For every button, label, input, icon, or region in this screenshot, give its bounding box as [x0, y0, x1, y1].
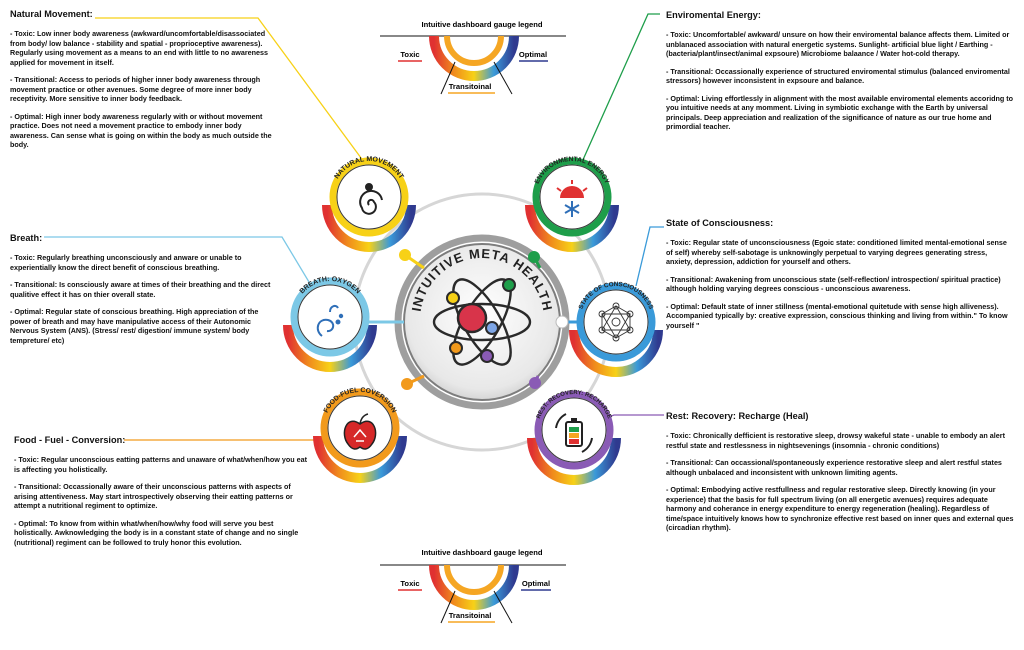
food-transitional: - Transitional: Occassionally aware of their unconscious patterns with aspects of arising attentiveness. May start introspectively observing their eatting patterns or attempt a nutritional regiment to optimize.: [14, 482, 293, 511]
breath-heading: Breath:: [10, 233, 43, 243]
node-rest-recovery: [532, 390, 616, 480]
environmental-heading: Enviromental Energy:: [666, 10, 761, 20]
legend-bottom-optimal: Optimal: [521, 579, 551, 588]
legend-top-toxic: Toxic: [400, 50, 420, 59]
section-environmental-energy: [666, 9, 1014, 140]
node-environmental-energy: [530, 156, 614, 247]
rest-heading: Rest: Recovery: Recharge (Heal): [666, 411, 809, 421]
food-heading: Food - Fuel - Conversion:: [14, 435, 126, 445]
legend-bottom-toxic: Toxic: [400, 579, 420, 588]
legend-bottom-title: Intuitive dashboard gauge legend: [421, 548, 543, 557]
consciousness-transitional: - Transitional: Awakening from unconscious state (self-reflection/ introspection/ spiritual practice) although holding varying degrees conscious - unconscious awareness.: [666, 274, 1001, 294]
consciousness-toxic: - Toxic: Regular state of unconsciousness (Egoic state: conditioned limited mental-emotional sense of self) whereby self-sabotage is unknowingly perpetual to varying degrees generating stress, anxiety, depression, addiction for yourself and others.: [666, 238, 1007, 267]
node-natural-movement: [327, 156, 411, 247]
section-rest-recovery: [666, 410, 1018, 541]
node-natural-label: NATURAL MOVEMENT: [333, 155, 405, 181]
center-title: INTUITIVE META HEALTH: [408, 245, 556, 313]
legend-top-title: Intuitive dashboard gauge legend: [421, 20, 543, 29]
node-breath-label: BREATH: OXYGEN: [298, 275, 362, 296]
legend-bottom: [380, 548, 566, 623]
natural-optimal: - Optimal: High inner body awareness regularly with or without movement practice. Does not need a movement practice to embody inner body awareness. Can sense what is going on within the body as much outside the body.: [10, 111, 272, 150]
food-toxic: - Toxic: Regular unconscious eatting patterns and unaware of what/when/how you eat is affecting you holistically.: [14, 455, 307, 474]
node-rest-label: REST: RECOVERY: RECHARGE: [535, 389, 613, 420]
natural-toxic: - Toxic: Low inner body awareness (awkward/uncomfortable/disassociated from body/ low balance - stability and spatial - proprioceptive awareness). Regularly using movement as a means to an end with little to no awareness applied for movement in itself.: [10, 29, 269, 67]
legend-top-optimal: Optimal: [518, 50, 548, 59]
node-breath-oxygen: [288, 276, 372, 367]
legend-top-transitional: Transitoinal: [448, 82, 492, 91]
node-consciousness-label: STATE OF CONSCIOUSNESS: [577, 280, 655, 311]
consciousness-heading: State of Consciousness:: [666, 218, 774, 228]
node-food-label: FOOD-FUEL COVERSION: [322, 386, 398, 415]
section-food-fuel: [14, 434, 308, 555]
breath-toxic: - Toxic: Regularly breathing unconsciously and anware or unable to experientially know the direct benefit of conscious breathing.: [10, 253, 242, 272]
rest-transitional: - Transitional: Can occassional/spontaneously experience restorative sleep and alert restful states although unbalaced and inconsistent with unknown limiting agents.: [666, 458, 1002, 477]
rest-optimal: - Optimal: Embodying active restfullness and regular restorative sleep. Directly knowing (in your experience) that the basis for full spectrum living (on all energetic avenues) requires adequate harmony and coherance in energy expenditure to energy regeneration (healing). Regardless of time/space intuitively knows how to synchronize effective rest based on inner ques and external ques (circadian rhythm).: [666, 485, 1014, 533]
environmental-optimal: - Optimal: Living effortlessly in alignment with the most available enviromental elements accoridng to you intuitive needs at any momment. Living in symbiotic exchange with the Earth by universal principals. Deep appreciation and realization of the significance of nature as our true home and primordial teacher.: [666, 93, 1014, 132]
section-breath: [10, 232, 272, 353]
section-state-of-consciousness: [666, 217, 1014, 338]
node-food-fuel: [318, 387, 402, 478]
food-optimal: - Optimal: To know from within what/when/how/why food will serve you best holistically. Awknowledging the body is in a constant state of change and no single (nutritional) regiment can be followed to truly honor this evolution.: [14, 518, 299, 547]
consciousness-optimal: - Optimal: Default state of inner stillness (mental-emotional quitetude with sense high alliveness). Accompanied typically by: creative expression, conscious thinking and living from within." To know yourself ": [666, 301, 1008, 330]
breath-optimal: - Optimal: Regular state of conscious breathing. High appreciation of the power of breath and may have manipulative access of their Autonomic Nervous System (ANS). (Stress/ rest/ digestion/ immune system/ body tempreture/ etc): [10, 307, 259, 345]
environmental-transitional: - Transitional: Occassionally experience of structured enviromental stimulus (balanced enviromental stressors) however inconsistent in expsoure and balance.: [666, 66, 1010, 86]
natural-transitional: - Transitional: Access to periods of higher inner body awareness through movement practice or other avenues. Some degree of more inner body receptivity. More sensitive to inner body feedback.: [10, 75, 261, 104]
node-environmental-label: ENVIRONMENTAL ENERGY: [533, 155, 611, 185]
node-state-of-consciousness: [574, 281, 658, 372]
rest-toxic: - Toxic: Chronically defficient is restorative sleep, drowsy wakeful state - unable to embody an alert restful state and restlessness in nightsevenings (insomnia - chronic conditions): [666, 431, 1005, 450]
legend-bottom-transitional: Transitoinal: [448, 611, 492, 620]
breath-transitional: - Transitional: Is consciously aware at times of their breathing and the direct qualitive effect it has on thier overall state.: [10, 280, 271, 299]
section-natural-movement: [10, 8, 274, 158]
legend-top: [380, 20, 566, 94]
environmental-toxic: - Toxic: Uncomfortable/ awkward/ unsure on how their enviromental balance affects them. Limited or unblanaced association with natural energetic systems. Sunlight- artificial blue light / Earthing - (bacteria/plant/insect/animal expsoure) Microbiome balaance / Water hot-cold therapy.: [666, 30, 1010, 59]
natural-heading: Natural Movement:: [10, 9, 93, 19]
